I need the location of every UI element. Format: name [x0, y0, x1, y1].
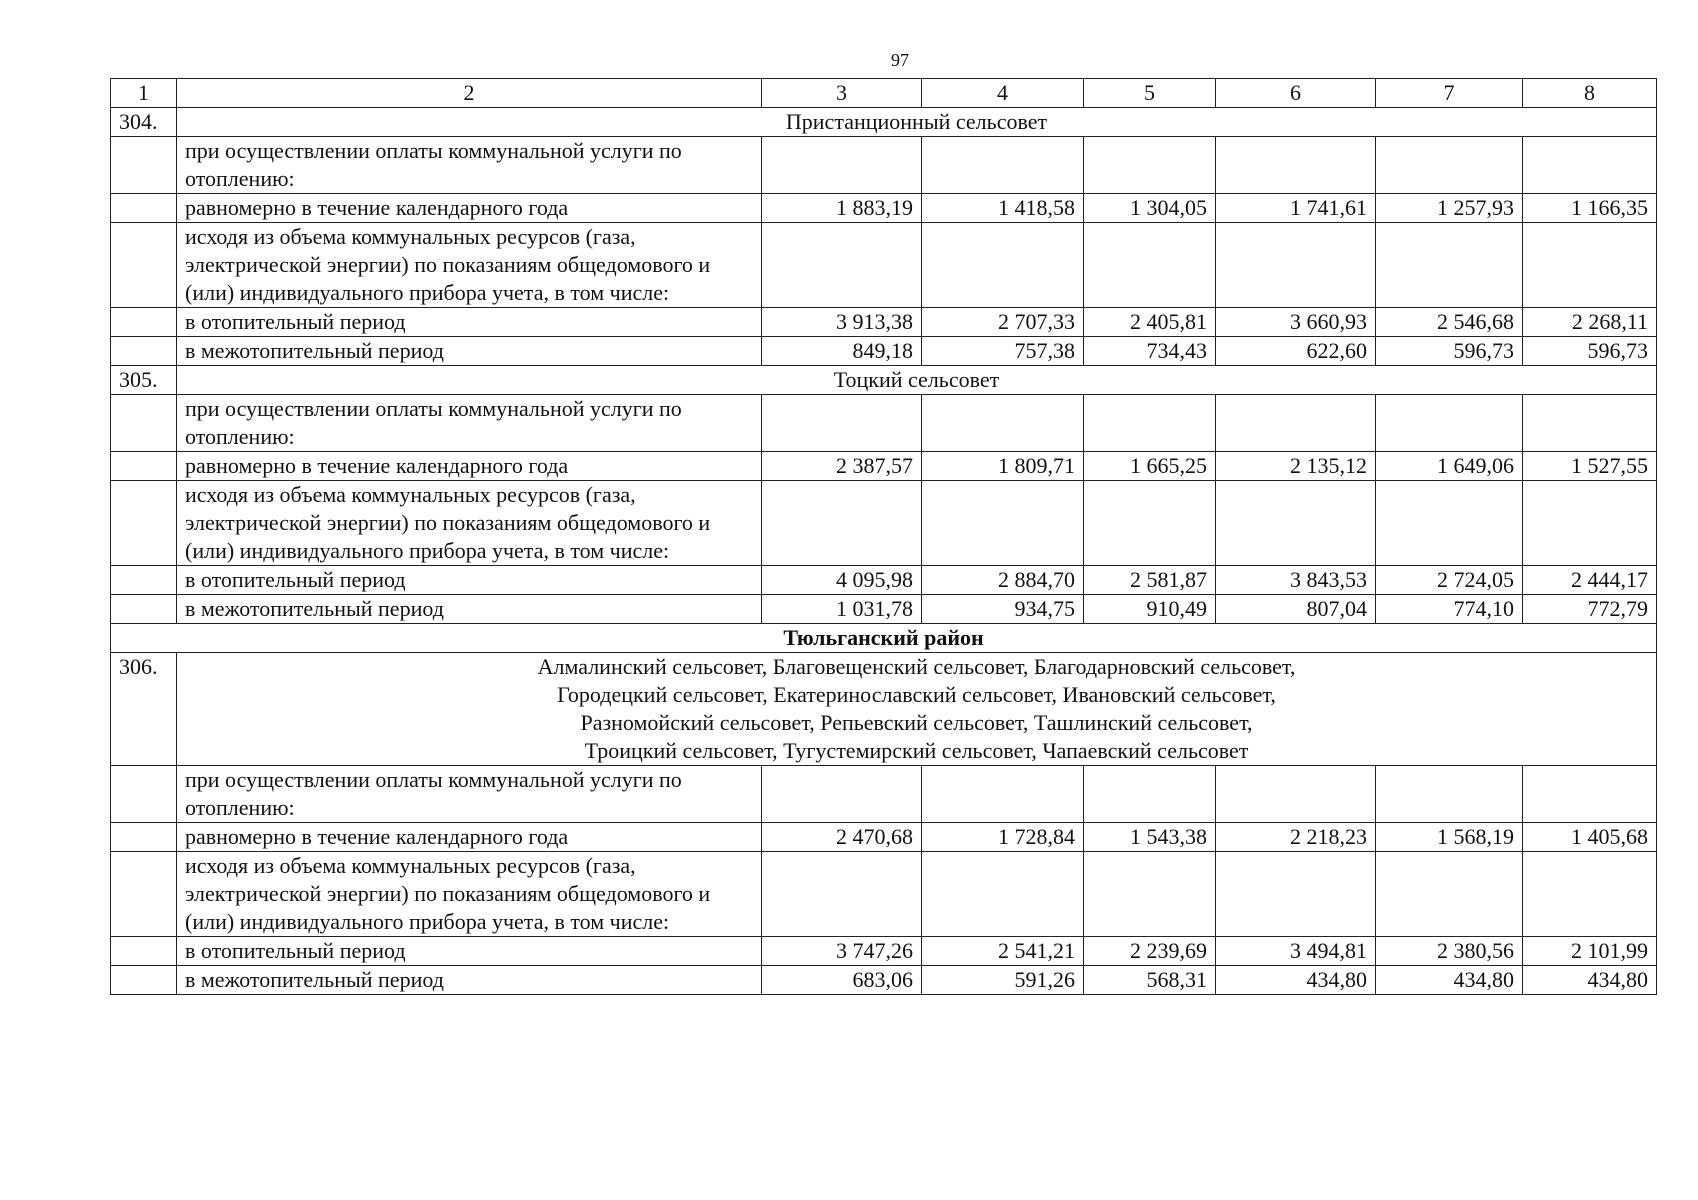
index-cell	[111, 223, 177, 308]
index-cell	[111, 337, 177, 366]
value-cell: 1 665,25	[1084, 452, 1216, 481]
index-cell	[111, 308, 177, 337]
table-row	[111, 137, 1657, 194]
index-cell	[111, 137, 177, 194]
section-title: Тоцкий сельсовет	[177, 366, 1657, 395]
section-title	[177, 653, 1657, 766]
column-number: 4	[922, 79, 1084, 108]
empty-cell	[922, 137, 1084, 194]
value-cell: 2 470,68	[762, 823, 922, 852]
empty-cell	[1216, 852, 1376, 937]
section-title-line: Городецкий сельсовет, Екатеринославский сельсовет, Ивановский сельсовет,	[557, 682, 1276, 707]
index-cell	[111, 852, 177, 937]
index-cell	[111, 595, 177, 624]
value-cell: 1 809,71	[922, 452, 1084, 481]
row-label: исходя из объема коммунальных ресурсов (газа, электрической энергии) по показаниям общедомового и (или) индивидуального прибора учета, в том числе:	[177, 223, 762, 308]
value-cell: 434,80	[1216, 966, 1376, 995]
empty-cell	[922, 223, 1084, 308]
table-row	[111, 308, 1657, 337]
empty-cell	[1376, 852, 1523, 937]
empty-cell	[762, 766, 922, 823]
empty-cell	[1523, 766, 1657, 823]
value-cell: 568,31	[1084, 966, 1216, 995]
empty-cell	[762, 481, 922, 566]
empty-cell	[1523, 481, 1657, 566]
value-cell: 1 031,78	[762, 595, 922, 624]
value-cell: 1 418,58	[922, 194, 1084, 223]
table-row	[111, 337, 1657, 366]
empty-cell	[1523, 223, 1657, 308]
value-cell: 1 257,93	[1376, 194, 1523, 223]
district-row	[111, 624, 1657, 653]
index-cell	[111, 566, 177, 595]
value-cell: 1 304,05	[1084, 194, 1216, 223]
table-row	[111, 566, 1657, 595]
index-cell	[111, 452, 177, 481]
row-label: исходя из объема коммунальных ресурсов (газа, электрической энергии) по показаниям общедомового и (или) индивидуального прибора учета, в том числе:	[177, 481, 762, 566]
value-cell: 734,43	[1084, 337, 1216, 366]
value-cell: 1 728,84	[922, 823, 1084, 852]
empty-cell	[1523, 852, 1657, 937]
index-cell	[111, 766, 177, 823]
value-cell: 2 724,05	[1376, 566, 1523, 595]
section-title-row	[111, 653, 1657, 766]
value-cell: 2 444,17	[1523, 566, 1657, 595]
value-cell: 3 494,81	[1216, 937, 1376, 966]
table-row	[111, 852, 1657, 937]
section-title: Пристанционный сельсовет	[177, 108, 1657, 137]
row-label: равномерно в течение календарного года	[177, 194, 762, 223]
table-row	[111, 766, 1657, 823]
value-cell: 596,73	[1523, 337, 1657, 366]
table-row	[111, 823, 1657, 852]
row-label: в межотопительный период	[177, 595, 762, 624]
empty-cell	[1084, 395, 1216, 452]
row-label: в отопительный период	[177, 308, 762, 337]
tariff-table	[110, 78, 1657, 995]
table-row	[111, 223, 1657, 308]
section-number: 306.	[111, 653, 177, 766]
value-cell: 2 541,21	[922, 937, 1084, 966]
value-cell: 1 741,61	[1216, 194, 1376, 223]
value-cell: 1 568,19	[1376, 823, 1523, 852]
value-cell: 4 095,98	[762, 566, 922, 595]
empty-cell	[1216, 766, 1376, 823]
value-cell: 2 135,12	[1216, 452, 1376, 481]
empty-cell	[1216, 137, 1376, 194]
value-cell: 2 218,23	[1216, 823, 1376, 852]
header-row	[111, 79, 1657, 108]
value-cell: 3 660,93	[1216, 308, 1376, 337]
column-number: 3	[762, 79, 922, 108]
value-cell: 2 387,57	[762, 452, 922, 481]
empty-cell	[1084, 137, 1216, 194]
column-number: 6	[1216, 79, 1376, 108]
value-cell: 2 581,87	[1084, 566, 1216, 595]
row-label: в отопительный период	[177, 566, 762, 595]
empty-cell	[1084, 852, 1216, 937]
value-cell: 434,80	[1376, 966, 1523, 995]
value-cell: 2 405,81	[1084, 308, 1216, 337]
column-number: 2	[177, 79, 762, 108]
table-row	[111, 452, 1657, 481]
empty-cell	[1084, 223, 1216, 308]
row-label: исходя из объема коммунальных ресурсов (газа, электрической энергии) по показаниям общедомового и (или) индивидуального прибора учета, в том числе:	[177, 852, 762, 937]
value-cell: 807,04	[1216, 595, 1376, 624]
empty-cell	[1376, 395, 1523, 452]
column-number: 1	[111, 79, 177, 108]
empty-cell	[922, 852, 1084, 937]
empty-cell	[762, 223, 922, 308]
empty-cell	[1216, 481, 1376, 566]
value-cell: 757,38	[922, 337, 1084, 366]
value-cell: 934,75	[922, 595, 1084, 624]
page-number: 97	[891, 50, 909, 70]
empty-cell	[1523, 137, 1657, 194]
value-cell: 622,60	[1216, 337, 1376, 366]
table-row	[111, 481, 1657, 566]
section-title-row	[111, 108, 1657, 137]
empty-cell	[922, 395, 1084, 452]
value-cell: 2 380,56	[1376, 937, 1523, 966]
row-label: в межотопительный период	[177, 337, 762, 366]
table-row	[111, 595, 1657, 624]
value-cell: 1 405,68	[1523, 823, 1657, 852]
empty-cell	[922, 481, 1084, 566]
table-row	[111, 937, 1657, 966]
value-cell: 2 239,69	[1084, 937, 1216, 966]
value-cell: 1 543,38	[1084, 823, 1216, 852]
row-label: при осуществлении оплаты коммунальной услуги по отоплению:	[177, 137, 762, 194]
empty-cell	[762, 852, 922, 937]
row-label: при осуществлении оплаты коммунальной услуги по отоплению:	[177, 395, 762, 452]
section-title-line: Разномойский сельсовет, Репьевский сельсовет, Ташлинский сельсовет,	[580, 710, 1253, 735]
empty-cell	[1376, 137, 1523, 194]
row-label: в межотопительный период	[177, 966, 762, 995]
value-cell: 3 843,53	[1216, 566, 1376, 595]
table-row	[111, 395, 1657, 452]
empty-cell	[1084, 766, 1216, 823]
empty-cell	[1216, 395, 1376, 452]
value-cell: 774,10	[1376, 595, 1523, 624]
table-row	[111, 194, 1657, 223]
column-number: 5	[1084, 79, 1216, 108]
index-cell	[111, 481, 177, 566]
value-cell: 2 884,70	[922, 566, 1084, 595]
value-cell: 683,06	[762, 966, 922, 995]
empty-cell	[1376, 481, 1523, 566]
value-cell: 434,80	[1523, 966, 1657, 995]
district-title: Тюльганский район	[111, 624, 1657, 653]
row-label: равномерно в течение календарного года	[177, 823, 762, 852]
empty-cell	[1523, 395, 1657, 452]
row-label: в отопительный период	[177, 937, 762, 966]
section-number: 305.	[111, 366, 177, 395]
column-number: 7	[1376, 79, 1523, 108]
value-cell: 1 527,55	[1523, 452, 1657, 481]
empty-cell	[1216, 223, 1376, 308]
section-title-row	[111, 366, 1657, 395]
empty-cell	[762, 137, 922, 194]
empty-cell	[922, 766, 1084, 823]
empty-cell	[1376, 223, 1523, 308]
value-cell: 596,73	[1376, 337, 1523, 366]
value-cell: 1 166,35	[1523, 194, 1657, 223]
empty-cell	[1376, 766, 1523, 823]
value-cell: 3 747,26	[762, 937, 922, 966]
empty-cell	[1084, 481, 1216, 566]
row-label: равномерно в течение календарного года	[177, 452, 762, 481]
value-cell: 3 913,38	[762, 308, 922, 337]
index-cell	[111, 395, 177, 452]
value-cell: 772,79	[1523, 595, 1657, 624]
value-cell: 2 707,33	[922, 308, 1084, 337]
index-cell	[111, 194, 177, 223]
section-title-line: Алмалинский сельсовет, Благовещенский сельсовет, Благодарновский сельсовет,	[537, 654, 1296, 679]
value-cell: 849,18	[762, 337, 922, 366]
index-cell	[111, 937, 177, 966]
value-cell: 591,26	[922, 966, 1084, 995]
section-title-line: Троицкий сельсовет, Тугустемирский сельсовет, Чапаевский сельсовет	[584, 738, 1249, 763]
index-cell	[111, 823, 177, 852]
empty-cell	[762, 395, 922, 452]
column-number: 8	[1523, 79, 1657, 108]
value-cell: 1 883,19	[762, 194, 922, 223]
value-cell: 910,49	[1084, 595, 1216, 624]
value-cell: 1 649,06	[1376, 452, 1523, 481]
value-cell: 2 546,68	[1376, 308, 1523, 337]
value-cell: 2 268,11	[1523, 308, 1657, 337]
section-number: 304.	[111, 108, 177, 137]
row-label: при осуществлении оплаты коммунальной услуги по отоплению:	[177, 766, 762, 823]
table-row	[111, 966, 1657, 995]
index-cell	[111, 966, 177, 995]
value-cell: 2 101,99	[1523, 937, 1657, 966]
